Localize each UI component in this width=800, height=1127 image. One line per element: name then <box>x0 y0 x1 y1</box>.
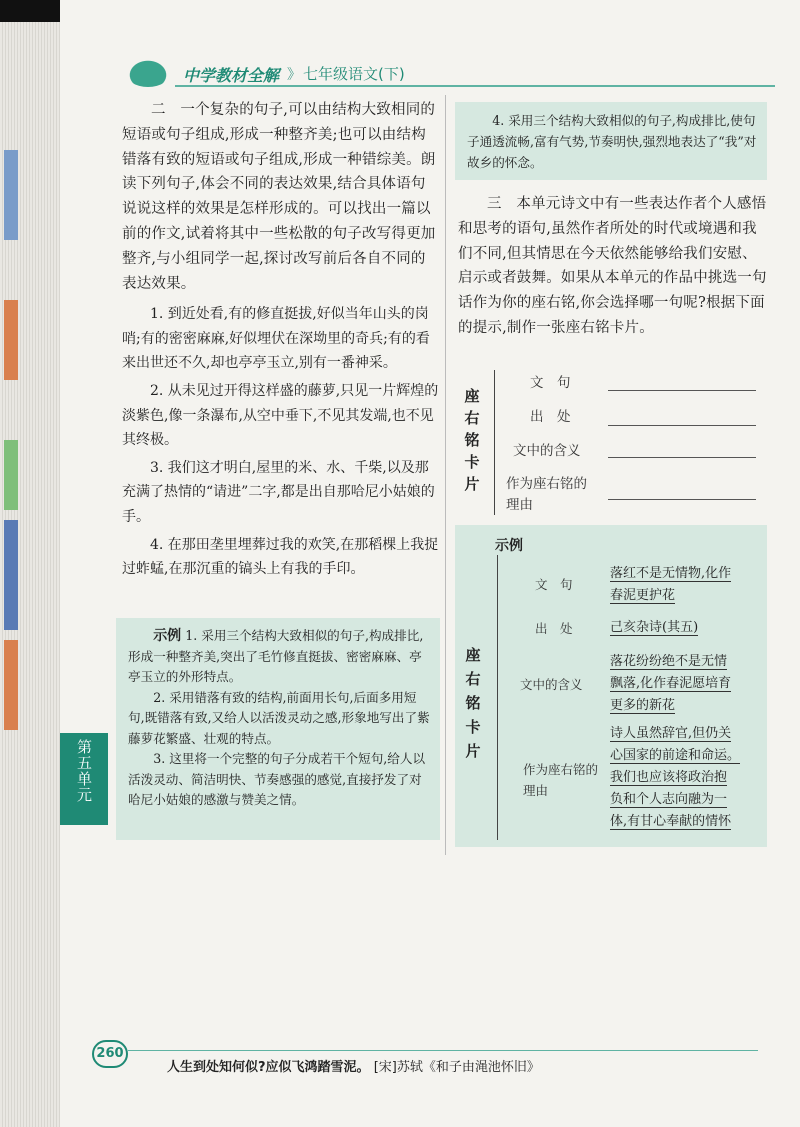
example-card-divider <box>497 555 498 840</box>
exercise-three <box>458 192 770 341</box>
page-number: 260 <box>92 1040 128 1068</box>
card-label-sentence: 文 句 <box>530 375 571 391</box>
ec-value-reason: 诗人虽然辞官,但仍关 心国家的前途和命运。 我们也应该将政治抱 负和个人志向融为一 体,有甘心奉献的情怀 <box>610 726 741 829</box>
card-blank-line <box>608 499 756 500</box>
card-blank-line <box>608 390 756 391</box>
ec-label-meaning: 文中的含义 <box>520 677 583 692</box>
card-blank-line <box>608 457 756 458</box>
book-logo-icon <box>125 57 171 87</box>
sentence-item: 1. 到近处看,有的修直挺拔,好似当年山头的岗哨;有的密密麻麻,好似埋伏在深坳里的奇兵;有的看来出世还不久,却也亭亭玉立,别有一番神采。 <box>122 306 430 371</box>
unit-tab: 第五单元 <box>60 733 108 825</box>
ec-value-source: 己亥杂诗(其五) <box>610 620 699 635</box>
column-divider <box>445 95 446 855</box>
example-item: 2. 采用错落有致的结构,前面用长句,后面多用短句,既错落有致,又给人以活泼灵动之感,形象地写出了紫藤萝花繁盛、壮观的特点。 <box>128 689 430 746</box>
quote-attribution: [宋]苏轼《和子由渑池怀旧》 <box>373 1060 540 1075</box>
card-label-meaning: 文中的含义 <box>513 443 581 459</box>
edge-color-mark <box>4 300 18 380</box>
exercise-three-text: 三 本单元诗文中有一些表达作者个人感悟和思考的语句,虽然作者所处的时代或境遇和我们不同,但其情思在今天依然能够给我们安慰、启示或者鼓舞。如果从本单元的作品中挑选一句话作为你的座右铭,你会选择哪一句呢?根据下面的提示,制作一张座右铭卡片。 <box>458 196 767 336</box>
card-divider <box>494 370 495 515</box>
footer-quote <box>167 1056 540 1075</box>
motto-card-example <box>455 525 767 847</box>
book-page-edges <box>0 0 60 1127</box>
card-label-reason-cont: 理由 <box>506 497 533 513</box>
scan-corner <box>0 0 60 22</box>
card-label-reason: 作为座右铭的 <box>506 476 587 492</box>
ec-label-reason: 作为座右铭的 <box>523 762 599 777</box>
edge-color-mark <box>4 150 18 240</box>
example-box-left <box>116 618 440 840</box>
left-column <box>122 98 440 582</box>
example-card-title: 示例 <box>495 538 523 554</box>
grade-title: 七年级语文(下) <box>303 65 405 83</box>
sentence-item: 3. 我们这才明白,屋里的米、水、千柴,以及那充满了热情的“请进”二字,都是出自那哈尼小姑娘的手。 <box>122 460 435 525</box>
ec-label-source: 出 处 <box>535 621 573 636</box>
ec-value-meaning: 落花纷纷绝不是无情 飘落,化作春泥愿培育 更多的新花 <box>610 654 732 713</box>
card-title: 座 右 铭 卡 片 <box>464 387 480 493</box>
example-item: 1. 采用三个结构大致相似的句子,构成排比,形成一种整齐美,突出了毛竹修直挺拔、密密麻麻、亭亭玉立的外形特点。 <box>128 628 424 684</box>
exercise-two-text: 二 一个复杂的句子,可以由结构大致相同的短语或句子组成,形成一种整齐美;也可以由结构错落有致的短语或句子组成,形成一种错综美。朗读下列句子,体会不同的表达效果,结合具体语句说说这样的效果是怎样形成的。可以找出一篇以前的作文,试着将其中一些松散的句子改写得更加整齐,与小组同学一起,探讨改写前后各自不同的表达效果。 <box>122 102 436 292</box>
sentence-item: 2. 从未见过开得这样盛的藤萝,只见一片辉煌的淡紫色,像一条瀑布,从空中垂下,不见其发端,也不见其终极。 <box>122 383 439 448</box>
card-label-source: 出 处 <box>530 409 571 425</box>
motto-card-blank <box>458 365 768 515</box>
quote-text: 人生到处知何似?应似飞鸿踏雪泥。 <box>167 1060 370 1075</box>
footer-rule <box>128 1050 758 1051</box>
example-item: 4. 采用三个结构大致相似的句子,构成排比,使句子通透流畅,富有气势,节奏明快,强烈地表达了“我”对故乡的怀念。 <box>467 113 757 170</box>
example-box-right <box>455 102 767 180</box>
page-header <box>115 55 775 91</box>
sentence-item: 4. 在那田垄里埋葬过我的欢笑,在那稻棵上我捉过蚱蜢,在那沉重的镐头上有我的手印。 <box>122 537 439 578</box>
edge-color-mark <box>4 640 18 730</box>
ec-label-sentence: 文 句 <box>535 577 573 592</box>
header-separator: 》 <box>287 67 301 83</box>
ec-label-reason-cont: 理由 <box>523 783 549 798</box>
edge-color-mark <box>4 520 18 630</box>
ec-value-sentence: 落红不是无情物,化作 春泥更护花 <box>610 566 732 603</box>
edge-color-mark <box>4 440 18 510</box>
example-label: 示例 <box>153 628 182 644</box>
card-blank-line <box>608 425 756 426</box>
example-card-vertical-title: 座 右 铭 卡 片 <box>465 646 481 760</box>
example-item: 3. 这里将一个完整的句子分成若干个短句,给人以活泼灵动、简洁明快、节奏感强的感觉,直接抒发了对哈尼小姑娘的感激与赞美之情。 <box>128 751 426 807</box>
series-title: 中学教材全解 <box>183 66 280 85</box>
